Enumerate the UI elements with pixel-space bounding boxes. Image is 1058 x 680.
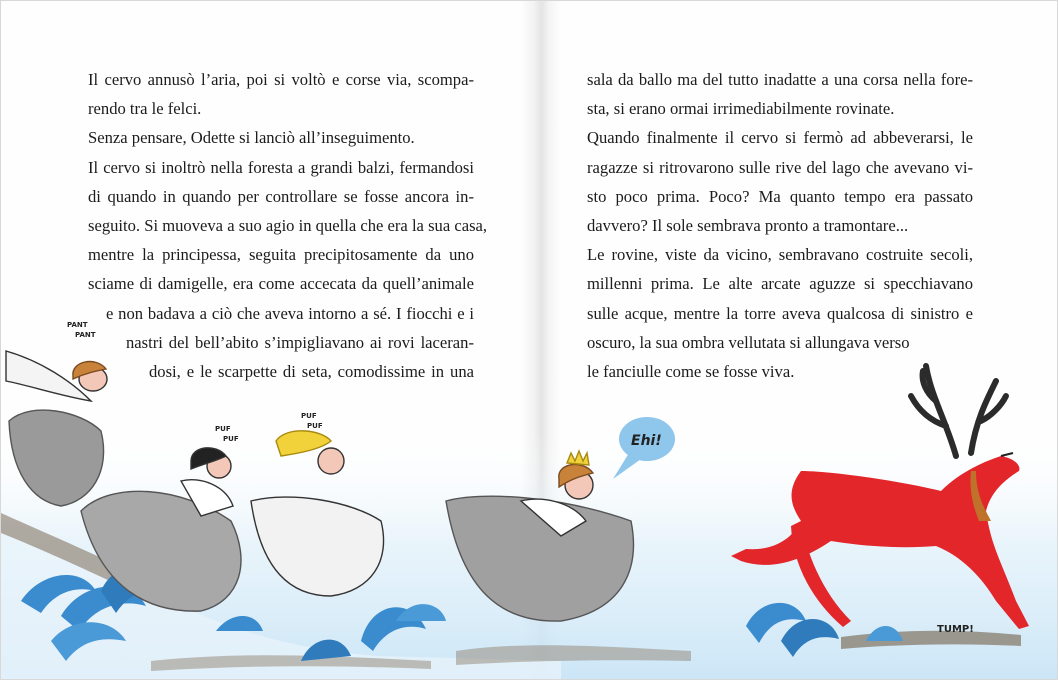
text-line: le fanciulle come se fosse viva. xyxy=(587,362,795,382)
text-line: davvero? Il sole sembrava pronto a tramontare... xyxy=(587,216,909,236)
text-line: oscuro, la sua ombra vellutata si allungava verso xyxy=(587,332,910,352)
text-line: sciame di damigelle, era come accecata da quell’animale xyxy=(88,274,474,294)
text-line: Le rovine, viste da vicino, sembravano costruite secoli, xyxy=(587,245,973,265)
text-line: mentre la principessa, seguita precipitosamente da uno xyxy=(88,245,474,265)
sfx-puf-a2: PUF xyxy=(223,435,239,443)
sfx-pant-2: PANT xyxy=(75,331,96,339)
speech-bubble-text: Ehi! xyxy=(631,433,662,449)
text-line: millenni prima. Le alte arcate aguzze si specchiavano xyxy=(587,274,973,294)
text-line: Il cervo annusò l’aria, poi si voltò e corse via, scompa- xyxy=(88,70,474,89)
sfx-tump: TUMP! xyxy=(937,624,974,635)
text-line: di quando in quando per controllare se fosse ancora in- xyxy=(88,186,474,206)
text-line: Quando finalmente il cervo si fermò ad abbeverarsi, le xyxy=(587,128,973,148)
sfx-pant-1: PANT xyxy=(67,321,88,329)
sfx-puf-a1: PUF xyxy=(215,425,231,433)
text-line: e non badava a ciò che aveva intorno a sé. I fiocchi e i xyxy=(106,303,474,323)
text-line: sta, si erano ormai irrimediabilmente rovinate. xyxy=(587,99,895,119)
text-line: sala da ballo ma del tutto inadatte a una corsa nella fore- xyxy=(587,70,973,89)
text-line: ragazze si ritrovarono sulle rive del lago che avevano vi- xyxy=(587,157,973,177)
text-line: sulle acque, mentre la torre aveva qualcosa di sinistro e xyxy=(587,303,973,323)
sfx-puf-b1: PUF xyxy=(301,412,317,420)
left-page-text xyxy=(88,65,488,386)
text-line: Senza pensare, Odette si lanciò all’inseguimento. xyxy=(88,128,415,148)
text-line: Il cervo si inoltrò nella foresta a grandi balzi, fermandosi xyxy=(88,157,474,177)
text-line: seguito. Si muoveva a suo agio in quella che era la sua casa, xyxy=(88,216,488,236)
text-line: sto poco prima. Poco? Ma quanto tempo era passato xyxy=(587,186,973,206)
sfx-puf-b2: PUF xyxy=(307,422,323,430)
text-line: rendo tra le felci. xyxy=(88,99,202,119)
text-line: nastri del bell’abito s’impigliavano ai rovi laceran- xyxy=(126,332,474,352)
text-line: dosi, e le scarpette di seta, comodissime in una xyxy=(149,362,474,382)
right-page-text xyxy=(587,65,973,386)
